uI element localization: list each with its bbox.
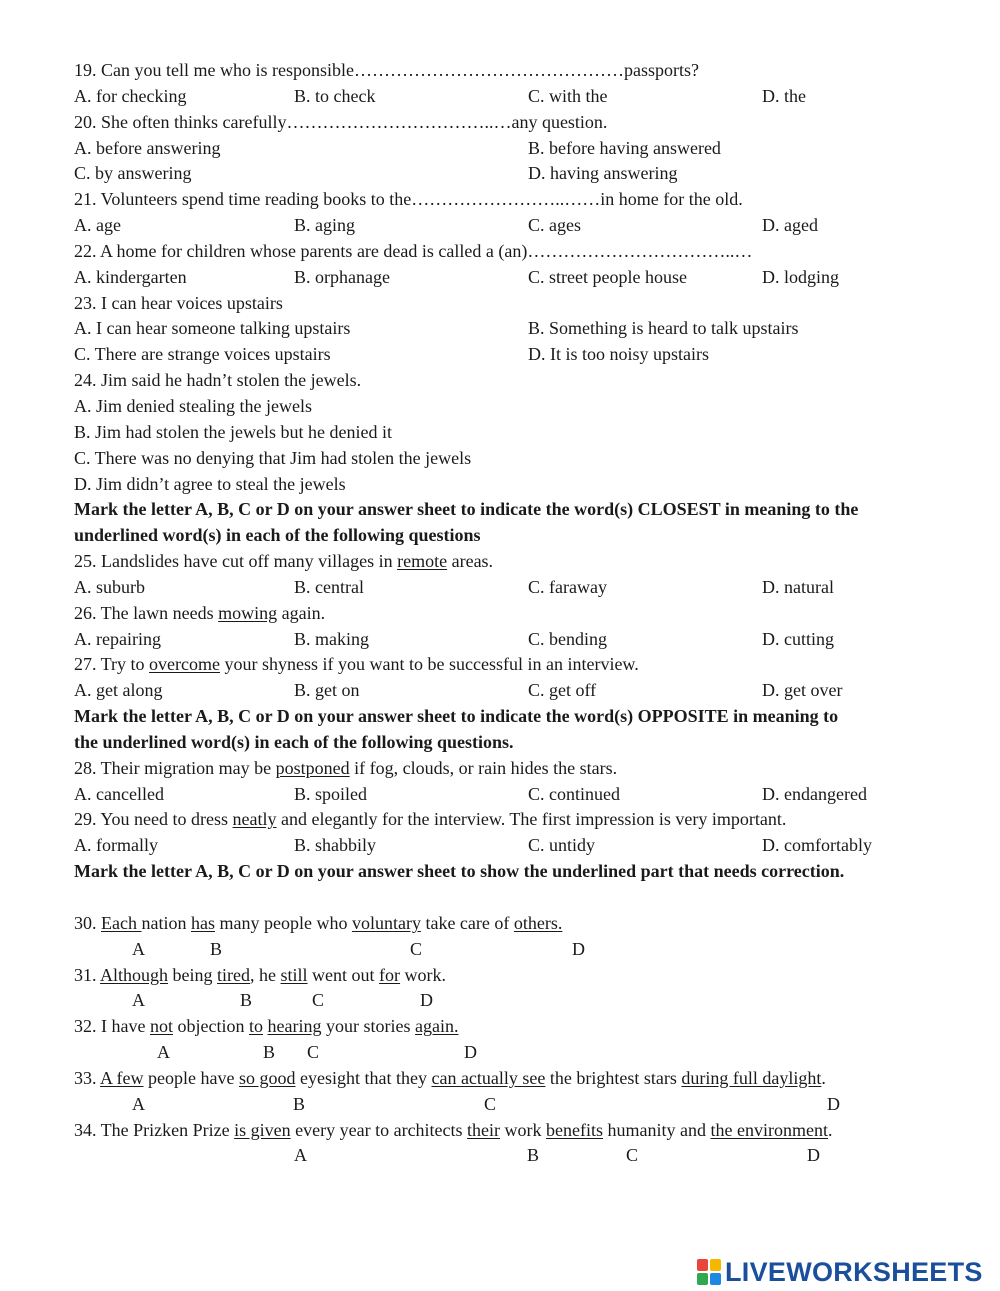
q25-text-post: areas.: [447, 551, 494, 572]
q26-option-d[interactable]: D. cutting: [762, 628, 834, 649]
question-26-stem: [74, 601, 954, 627]
q33-letter-d: D: [827, 1093, 840, 1114]
q26-option-a[interactable]: A. repairing: [74, 628, 161, 649]
q27-underlined-word: overcome: [149, 654, 221, 675]
q27-text-pre: 27. Try to: [74, 654, 150, 675]
question-20-options-row2: [74, 161, 954, 187]
q25-underlined-word: remote: [397, 551, 448, 572]
q22-option-a[interactable]: A. kindergarten: [74, 266, 187, 287]
q31-part-b[interactable]: tired: [217, 964, 251, 985]
question-23-stem: 23. I can hear voices upstairs: [74, 292, 283, 313]
liveworksheets-logo[interactable]: [697, 1254, 983, 1290]
q20-option-b[interactable]: B. before having answered: [528, 137, 721, 158]
q33-part-b[interactable]: so good: [238, 1067, 296, 1088]
q29-option-b[interactable]: B. shabbily: [294, 835, 377, 856]
q31-letter-b: B: [240, 990, 253, 1011]
q28-option-a[interactable]: A. cancelled: [74, 783, 164, 804]
q30-letter-d: D: [572, 938, 585, 959]
question-24-stem: 24. Jim said he hadn’t stolen the jewels.: [74, 370, 362, 391]
question-21-stem: 21. Volunteers spend time reading books to the……………………..……in home for the old.: [74, 189, 743, 210]
question-32-letters: [74, 1040, 954, 1066]
q32-part-c[interactable]: hearing: [267, 1016, 322, 1037]
q25-option-a[interactable]: A. suburb: [74, 576, 145, 597]
q31-text-1: being: [168, 964, 218, 985]
q34-text-3: humanity and: [603, 1119, 711, 1140]
q29-text-post: and elegantly for the interview. The first impression is very important.: [276, 809, 787, 830]
question-31-letters: [74, 988, 954, 1014]
q19-option-b[interactable]: B. to check: [294, 85, 376, 106]
question-29-stem: [74, 807, 954, 833]
q32-letter-a: A: [157, 1042, 170, 1063]
question-20-stem: 20. She often thinks carefully……………………………..…any question.: [74, 111, 608, 132]
q32-part-d[interactable]: again.: [414, 1016, 459, 1037]
q24-option-a[interactable]: A. Jim denied stealing the jewels: [74, 395, 312, 416]
q29-text-pre: 29. You need to dress: [74, 809, 233, 830]
q21-option-c[interactable]: C. ages: [528, 215, 581, 236]
q25-option-c[interactable]: C. faraway: [528, 576, 607, 597]
q33-part-d[interactable]: during full daylight: [681, 1067, 822, 1088]
q30-part-d[interactable]: others.: [513, 912, 563, 933]
question-30-letters: [74, 937, 954, 963]
question-34-letters: [74, 1143, 954, 1169]
question-33-letters: [74, 1092, 954, 1118]
q33-part-a[interactable]: A few: [100, 1067, 144, 1088]
q33-number: 33.: [74, 1067, 101, 1088]
q34-letter-c: C: [626, 1145, 639, 1166]
q31-part-c[interactable]: still: [280, 964, 308, 985]
q30-text-2: many people who: [214, 912, 352, 933]
question-23-options-row2: [74, 342, 954, 368]
q34-part-a[interactable]: is given: [234, 1119, 291, 1140]
q19-option-c[interactable]: C. with the: [528, 85, 608, 106]
q21-option-b[interactable]: B. aging: [294, 215, 355, 236]
question-22-stem: 22. A home for children whose parents are dead is called a (an)……………………………..…: [74, 240, 753, 261]
q25-option-b[interactable]: B. central: [294, 576, 364, 597]
q30-letter-a: A: [132, 938, 145, 959]
q34-part-d[interactable]: the environment: [710, 1119, 828, 1140]
q20-option-a[interactable]: A. before answering: [74, 137, 221, 158]
instruction-closest-line2: underlined word(s) in each of the following questions: [74, 525, 481, 546]
q22-option-c[interactable]: C. street people house: [528, 266, 687, 287]
q28-text-post: if fog, clouds, or rain hides the stars.: [349, 757, 618, 778]
q28-option-c[interactable]: C. continued: [528, 783, 620, 804]
q31-letter-a: A: [132, 990, 145, 1011]
instruction-opposite-line1: Mark the letter A, B, C or D on your answer sheet to indicate the word(s) OPPOSITE in meaning to: [74, 706, 839, 727]
question-30-sentence: [74, 911, 954, 937]
q28-option-b[interactable]: B. spoiled: [294, 783, 368, 804]
q28-text-pre: 28. Their migration may be: [74, 757, 276, 778]
q31-part-d[interactable]: for: [379, 964, 401, 985]
q33-letter-c: C: [484, 1093, 497, 1114]
q29-option-a[interactable]: A. formally: [74, 835, 158, 856]
instruction-opposite-line2: the underlined word(s) in each of the following questions.: [74, 731, 514, 752]
question-32-sentence: [74, 1014, 954, 1040]
q20-option-c[interactable]: C. by answering: [74, 163, 192, 184]
question-23-options-row1: [74, 316, 954, 342]
question-31-sentence: [74, 963, 954, 989]
q23-option-a[interactable]: A. I can hear someone talking upstairs: [74, 318, 351, 339]
q32-number: 32. I have: [74, 1016, 150, 1037]
q26-option-b[interactable]: B. making: [294, 628, 369, 649]
logo-square-4: [710, 1273, 721, 1285]
q30-text-1: nation: [141, 912, 191, 933]
q33-text-3: the brightest stars: [545, 1067, 682, 1088]
q23-option-d[interactable]: D. It is too noisy upstairs: [528, 344, 710, 365]
q32-letter-b: B: [263, 1042, 276, 1063]
q30-part-c[interactable]: voluntary: [351, 912, 421, 933]
q30-part-b[interactable]: has: [190, 912, 215, 933]
q29-option-c[interactable]: C. untidy: [528, 835, 596, 856]
worksheet-page: [74, 58, 954, 1169]
instruction-correction: Mark the letter A, B, C or D on your answer sheet to show the underlined part that needs correction.: [74, 861, 845, 882]
q31-number: 31.: [74, 964, 101, 985]
question-28-stem: [74, 756, 954, 782]
q31-text-4: work.: [400, 964, 447, 985]
question-25-stem: [74, 549, 954, 575]
q30-part-a[interactable]: Each: [101, 912, 142, 933]
q33-text-2: eyesight that they: [295, 1067, 432, 1088]
q24-option-d[interactable]: D. Jim didn’t agree to steal the jewels: [74, 473, 346, 494]
liveworksheets-logo-icon: [697, 1259, 721, 1285]
logo-square-3: [697, 1273, 708, 1285]
q29-underlined-word: neatly: [232, 809, 277, 830]
q31-letter-d: D: [420, 990, 433, 1011]
question-21-options: [74, 213, 954, 239]
question-33-sentence: [74, 1066, 954, 1092]
q21-option-a[interactable]: A. age: [74, 215, 121, 236]
q25-text-pre: 25. Landslides have cut off many villages in: [74, 551, 398, 572]
q32-letter-d: D: [464, 1042, 477, 1063]
liveworksheets-logo-text: LIVEWORKSHEETS: [725, 1256, 983, 1287]
q19-option-a[interactable]: A. for checking: [74, 85, 187, 106]
question-19-options: [74, 84, 954, 110]
q33-letter-b: B: [293, 1093, 306, 1114]
q34-letter-d: D: [807, 1145, 820, 1166]
q32-letter-c: C: [307, 1042, 320, 1063]
q27-option-b[interactable]: B. get on: [294, 680, 360, 701]
q32-part-a[interactable]: not: [149, 1016, 173, 1037]
q34-letter-a: A: [294, 1145, 307, 1166]
logo-square-2: [710, 1259, 721, 1271]
q26-option-c[interactable]: C. bending: [528, 628, 607, 649]
q31-text-3: went out: [307, 964, 380, 985]
q33-letter-a: A: [132, 1093, 145, 1114]
q31-text-2: , he: [250, 964, 281, 985]
q30-letter-c: C: [410, 938, 423, 959]
question-27-stem: [74, 652, 954, 678]
q33-text-1: people have: [143, 1067, 239, 1088]
q24-option-b[interactable]: B. Jim had stolen the jewels but he denied it: [74, 421, 392, 442]
question-22-options: [74, 265, 954, 291]
q24-option-c[interactable]: C. There was no denying that Jim had stolen the jewels: [74, 447, 472, 468]
q21-option-d[interactable]: D. aged: [762, 215, 818, 236]
q26-text-post: again.: [277, 602, 326, 623]
question-28-options: [74, 782, 954, 808]
q27-option-c[interactable]: C. get off: [528, 680, 597, 701]
logo-square-1: [697, 1259, 708, 1271]
q22-option-b[interactable]: B. orphanage: [294, 266, 390, 287]
q30-number: 30.: [74, 912, 101, 933]
q22-option-d[interactable]: D. lodging: [762, 266, 840, 287]
question-34-sentence: [74, 1118, 954, 1144]
q26-text-pre: 26. The lawn needs: [74, 602, 219, 623]
q32-text-1: objection: [173, 1016, 249, 1037]
q31-part-a[interactable]: Although: [100, 964, 169, 985]
q25-option-d[interactable]: D. natural: [762, 576, 834, 597]
q34-letter-b: B: [527, 1145, 540, 1166]
q34-text-2: work: [500, 1119, 547, 1140]
q26-underlined-word: mowing: [218, 602, 278, 623]
q27-text-post: your shyness if you want to be successful in an interview.: [220, 654, 639, 675]
q34-text-1: every year to architects: [290, 1119, 468, 1140]
q27-option-a[interactable]: A. get along: [74, 680, 163, 701]
question-19-stem: 19. Can you tell me who is responsible………………………………………passports?: [74, 60, 699, 80]
q30-text-3: take care of: [420, 912, 514, 933]
q28-underlined-word: postponed: [275, 757, 350, 778]
q23-option-c[interactable]: C. There are strange voices upstairs: [74, 344, 331, 365]
question-29-options: [74, 833, 954, 859]
q28-option-d[interactable]: D. endangered: [762, 783, 867, 804]
q23-option-b[interactable]: B. Something is heard to talk upstairs: [528, 318, 799, 339]
q31-letter-c: C: [312, 990, 325, 1011]
q30-letter-b: B: [210, 938, 223, 959]
q34-text-4: .: [827, 1119, 833, 1140]
q19-option-d[interactable]: D. the: [762, 85, 806, 106]
q27-option-d[interactable]: D. get over: [762, 680, 843, 701]
q20-option-d[interactable]: D. having answering: [528, 163, 678, 184]
question-20-options-row1: [74, 136, 954, 162]
q34-part-b[interactable]: their: [467, 1119, 501, 1140]
q29-option-d[interactable]: D. comfortably: [762, 835, 872, 856]
q33-part-c[interactable]: can actually see: [431, 1067, 546, 1088]
question-26-options: [74, 627, 954, 653]
q33-text-4: .: [821, 1067, 826, 1088]
instruction-closest-line1: Mark the letter A, B, C or D on your answer sheet to indicate the word(s) CLOSEST in meaning to the: [74, 499, 859, 520]
q34-part-c[interactable]: benefits: [546, 1119, 604, 1140]
question-25-options: [74, 575, 954, 601]
q32-part-b[interactable]: to: [248, 1016, 263, 1037]
q32-text-3: your stories: [321, 1016, 415, 1037]
question-27-options: [74, 678, 954, 704]
blank-line: [74, 885, 954, 911]
q34-number: 34. The Prizken Prize: [74, 1119, 235, 1140]
